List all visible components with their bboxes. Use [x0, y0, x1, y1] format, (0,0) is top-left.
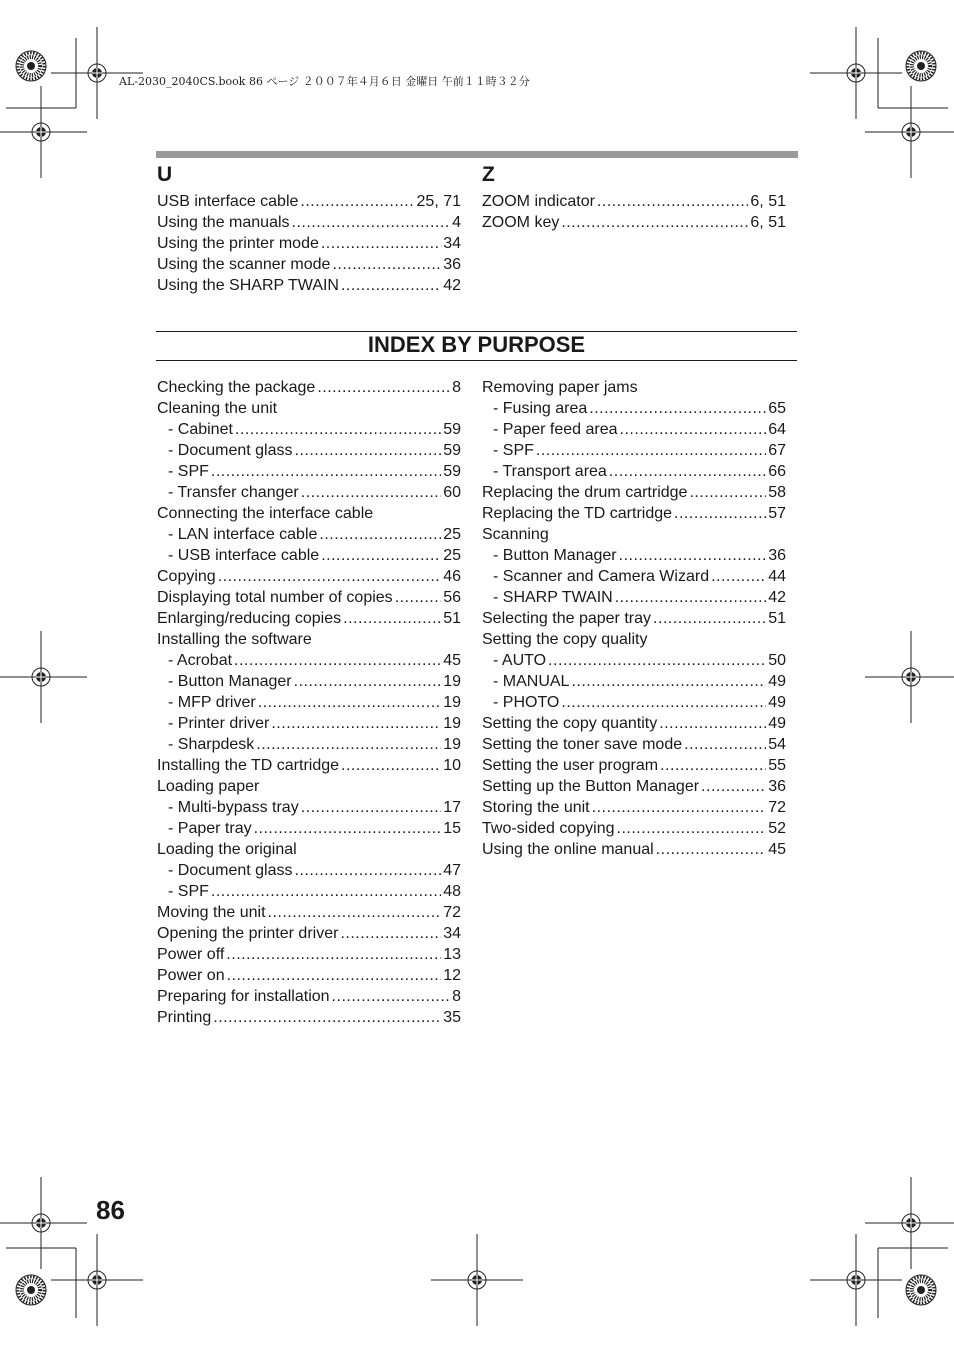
entry-page: 44 — [768, 568, 786, 585]
entry-page: 59 — [443, 421, 461, 438]
index-entry — [482, 629, 786, 650]
index-entry — [157, 755, 461, 776]
entry-page: 67 — [768, 442, 786, 459]
index-entry — [157, 503, 461, 524]
dot-leader — [234, 650, 441, 671]
index-entry — [482, 734, 786, 755]
index-column-u — [157, 191, 461, 296]
entry-page: 34 — [443, 925, 461, 942]
entry-page: 47 — [443, 862, 461, 879]
entry-label: - SHARP TWAIN — [493, 589, 613, 606]
index-entry — [482, 713, 786, 734]
entry-label: Setting up the Button Manager — [482, 778, 700, 795]
index-entry — [157, 986, 461, 1007]
index-entry — [157, 377, 461, 398]
dot-leader — [301, 797, 442, 818]
entry-page: 50 — [768, 652, 786, 669]
dot-leader — [213, 1007, 441, 1028]
entry-label: Opening the printer driver — [157, 925, 339, 942]
dot-leader — [295, 440, 442, 461]
entry-label: - Paper feed area — [493, 421, 618, 438]
entry-label: Loading the original — [157, 841, 297, 858]
dot-leader — [592, 797, 767, 818]
entry-label: - Sharpdesk — [168, 736, 255, 753]
entry-label: - Document glass — [168, 442, 293, 459]
entry-label: Replacing the drum cartridge — [482, 484, 688, 501]
entry-label: Setting the copy quality — [482, 631, 648, 648]
entry-page: 19 — [443, 673, 461, 690]
index-entry — [157, 254, 461, 275]
entry-page: 25 — [443, 547, 461, 564]
purpose-column-left — [157, 377, 461, 1028]
index-entry — [482, 503, 786, 524]
dot-leader — [317, 377, 450, 398]
entry-label: - Button Manager — [168, 673, 292, 690]
file-header-line: AL-2030_2040CS.book 86 ページ ２００７年４月６日 金曜日 午前１１時３２分 — [119, 75, 530, 88]
entry-page: 36 — [768, 778, 786, 795]
entry-label: Selecting the paper tray — [482, 610, 651, 627]
index-entry — [157, 398, 461, 419]
dot-leader — [561, 692, 766, 713]
entry-label: Replacing the TD cartridge — [482, 505, 673, 522]
dot-leader — [321, 233, 441, 254]
entry-page: 19 — [443, 694, 461, 711]
entry-page: 4 — [452, 214, 461, 231]
purpose-column-right — [482, 377, 786, 860]
entry-label: Power on — [157, 967, 225, 984]
entry-page: 55 — [768, 757, 786, 774]
entry-page: 59 — [443, 463, 461, 480]
entry-label: Copying — [157, 568, 216, 585]
dot-leader — [292, 212, 451, 233]
index-entry — [157, 671, 461, 692]
dot-leader — [689, 482, 766, 503]
index-entry — [157, 545, 461, 566]
entry-label: - SPF — [493, 442, 534, 459]
entry-label: - Acrobat — [168, 652, 233, 669]
dot-leader — [711, 566, 766, 587]
index-entry — [482, 776, 786, 797]
index-entry — [482, 818, 786, 839]
entry-page: 12 — [443, 967, 461, 984]
dot-leader — [332, 254, 441, 275]
entry-label: - MANUAL — [493, 673, 570, 690]
dot-leader — [620, 419, 767, 440]
dot-leader — [321, 545, 441, 566]
entry-label: Checking the package — [157, 379, 316, 396]
index-entry — [157, 692, 461, 713]
entry-page: 34 — [443, 235, 461, 252]
entry-page: 45 — [768, 841, 786, 858]
entry-label: - Fusing area — [493, 400, 588, 417]
dot-leader — [701, 776, 766, 797]
index-entry — [157, 650, 461, 671]
entry-label: Moving the unit — [157, 904, 266, 921]
index-entry — [157, 860, 461, 881]
index-entry — [482, 587, 786, 608]
entry-page: 65 — [768, 400, 786, 417]
dot-leader — [271, 713, 441, 734]
dot-leader — [656, 839, 767, 860]
entry-label: - Document glass — [168, 862, 293, 879]
dot-leader — [597, 191, 748, 212]
entry-label: - Transfer changer — [168, 484, 299, 501]
index-entry — [157, 965, 461, 986]
dot-leader — [561, 212, 748, 233]
entry-page: 49 — [768, 694, 786, 711]
entry-page: 6, 51 — [750, 193, 786, 210]
entry-page: 13 — [443, 946, 461, 963]
letter-heading-u: U — [157, 163, 173, 186]
index-entry — [482, 650, 786, 671]
index-entry — [157, 212, 461, 233]
entry-page: 6, 51 — [750, 214, 786, 231]
page-number: 86 — [96, 1195, 125, 1225]
dot-leader — [268, 902, 442, 923]
entry-page: 42 — [443, 277, 461, 294]
index-entry — [157, 776, 461, 797]
index-entry — [482, 419, 786, 440]
dot-leader — [609, 461, 766, 482]
index-entry — [482, 692, 786, 713]
dot-leader — [226, 944, 441, 965]
index-entry — [482, 191, 786, 212]
dot-leader — [341, 275, 441, 296]
index-entry — [157, 440, 461, 461]
index-column-z — [482, 191, 786, 233]
dot-leader — [619, 545, 767, 566]
entry-label: - USB interface cable — [168, 547, 320, 564]
entry-page: 52 — [768, 820, 786, 837]
entry-label: Two-sided copying — [482, 820, 615, 837]
index-entry — [482, 482, 786, 503]
dot-leader — [341, 755, 441, 776]
entry-page: 19 — [443, 715, 461, 732]
dot-leader — [235, 419, 441, 440]
dot-leader — [332, 986, 451, 1007]
index-entry — [482, 377, 786, 398]
entry-page: 49 — [768, 715, 786, 732]
entry-page: 19 — [443, 736, 461, 753]
index-entry — [157, 419, 461, 440]
entry-label: - SPF — [168, 883, 209, 900]
entry-label: Installing the TD cartridge — [157, 757, 340, 774]
index-entry — [482, 212, 786, 233]
entry-page: 17 — [443, 799, 461, 816]
entry-label: Using the scanner mode — [157, 256, 331, 273]
index-entry — [157, 923, 461, 944]
index-entry — [157, 944, 461, 965]
entry-page: 51 — [443, 610, 461, 627]
entry-label: ZOOM indicator — [482, 193, 595, 210]
dot-leader — [301, 482, 441, 503]
entry-page: 8 — [452, 988, 461, 1005]
dot-leader — [319, 524, 441, 545]
entry-page: 42 — [768, 589, 786, 606]
entry-label: Using the online manual — [482, 841, 654, 858]
index-entry — [157, 734, 461, 755]
dot-leader — [684, 734, 766, 755]
index-entry — [482, 755, 786, 776]
entry-label: Preparing for installation — [157, 988, 330, 1005]
entry-page: 72 — [443, 904, 461, 921]
index-entry — [157, 233, 461, 254]
entry-label: - LAN interface cable — [168, 526, 318, 543]
entry-label: Setting the toner save mode — [482, 736, 683, 753]
index-entry — [482, 461, 786, 482]
index-entry — [482, 566, 786, 587]
dot-leader — [256, 734, 441, 755]
entry-label: Storing the unit — [482, 799, 590, 816]
index-entry — [482, 440, 786, 461]
dot-leader — [218, 566, 442, 587]
entry-page: 58 — [768, 484, 786, 501]
entry-label: Power off — [157, 946, 225, 963]
index-entry — [157, 275, 461, 296]
entry-page: 25, 71 — [416, 193, 461, 210]
index-entry — [157, 629, 461, 650]
dot-leader — [258, 692, 441, 713]
dot-leader — [211, 881, 441, 902]
entry-label: ZOOM key — [482, 214, 560, 231]
entry-page: 46 — [443, 568, 461, 585]
entry-page: 8 — [452, 379, 461, 396]
entry-label: Using the SHARP TWAIN — [157, 277, 339, 294]
entry-page: 45 — [443, 652, 461, 669]
entry-page: 48 — [443, 883, 461, 900]
entry-page: 66 — [768, 463, 786, 480]
entry-page: 72 — [768, 799, 786, 816]
entry-page: 51 — [768, 610, 786, 627]
index-entry — [157, 608, 461, 629]
dot-leader — [615, 587, 766, 608]
entry-label: Using the printer mode — [157, 235, 319, 252]
index-entry — [482, 524, 786, 545]
entry-page: 36 — [443, 256, 461, 273]
index-entry — [157, 902, 461, 923]
entry-page: 35 — [443, 1009, 461, 1026]
index-entry — [157, 191, 461, 212]
entry-label: - Printer driver — [168, 715, 270, 732]
index-entry — [157, 587, 461, 608]
entry-page: 25 — [443, 526, 461, 543]
dot-leader — [674, 503, 766, 524]
entry-label: Displaying total number of copies — [157, 589, 393, 606]
entry-label: - Button Manager — [493, 547, 617, 564]
index-entry — [157, 482, 461, 503]
dot-leader — [340, 923, 441, 944]
dot-leader — [294, 671, 442, 692]
entry-label: - PHOTO — [493, 694, 560, 711]
entry-label: Cleaning the unit — [157, 400, 278, 417]
section-divider-bar — [156, 151, 798, 158]
entry-page: 60 — [443, 484, 461, 501]
dot-leader — [343, 608, 441, 629]
entry-label: - Cabinet — [168, 421, 233, 438]
title-rule-bottom — [156, 360, 797, 361]
index-entry — [157, 713, 461, 734]
entry-label: Enlarging/reducing copies — [157, 610, 342, 627]
letter-heading-z: Z — [482, 163, 495, 186]
dot-leader — [536, 440, 766, 461]
dot-leader — [660, 755, 766, 776]
index-entry — [482, 545, 786, 566]
index-entry — [157, 797, 461, 818]
entry-label: - MFP driver — [168, 694, 256, 711]
entry-label: - Scanner and Camera Wizard — [493, 568, 710, 585]
section-title: INDEX BY PURPOSE — [367, 332, 586, 357]
entry-label: - AUTO — [493, 652, 547, 669]
index-entry — [157, 1007, 461, 1028]
dot-leader — [659, 713, 766, 734]
entry-page: 15 — [443, 820, 461, 837]
index-entry — [482, 398, 786, 419]
dot-leader — [227, 965, 442, 986]
entry-label: Setting the user program — [482, 757, 659, 774]
entry-label: Printing — [157, 1009, 212, 1026]
index-entry — [157, 461, 461, 482]
entry-page: 64 — [768, 421, 786, 438]
entry-label: Removing paper jams — [482, 379, 638, 396]
entry-label: - SPF — [168, 463, 209, 480]
index-entry — [157, 818, 461, 839]
entry-label: Loading paper — [157, 778, 260, 795]
dot-leader — [300, 191, 414, 212]
entry-page: 36 — [768, 547, 786, 564]
index-entry — [482, 839, 786, 860]
entry-label: USB interface cable — [157, 193, 299, 210]
entry-label: - Transport area — [493, 463, 607, 480]
entry-page: 56 — [443, 589, 461, 606]
entry-label: Installing the software — [157, 631, 312, 648]
entry-label: Scanning — [482, 526, 549, 543]
dot-leader — [211, 461, 441, 482]
entry-page: 59 — [443, 442, 461, 459]
entry-label: Connecting the interface cable — [157, 505, 374, 522]
entry-page: 10 — [443, 757, 461, 774]
index-entry — [482, 671, 786, 692]
index-entry — [157, 524, 461, 545]
entry-page: 57 — [768, 505, 786, 522]
index-entry — [482, 608, 786, 629]
entry-label: - Multi-bypass tray — [168, 799, 299, 816]
dot-leader — [295, 860, 442, 881]
entry-page: 49 — [768, 673, 786, 690]
entry-label: Using the manuals — [157, 214, 290, 231]
dot-leader — [589, 398, 766, 419]
index-entry — [157, 881, 461, 902]
entry-page: 54 — [768, 736, 786, 753]
entry-label: - Paper tray — [168, 820, 252, 837]
index-entry — [157, 839, 461, 860]
index-entry — [157, 566, 461, 587]
dot-leader — [254, 818, 442, 839]
entry-label: Setting the copy quantity — [482, 715, 658, 732]
dot-leader — [617, 818, 767, 839]
dot-leader — [395, 587, 442, 608]
dot-leader — [653, 608, 766, 629]
dot-leader — [571, 671, 766, 692]
index-entry — [482, 797, 786, 818]
dot-leader — [548, 650, 766, 671]
